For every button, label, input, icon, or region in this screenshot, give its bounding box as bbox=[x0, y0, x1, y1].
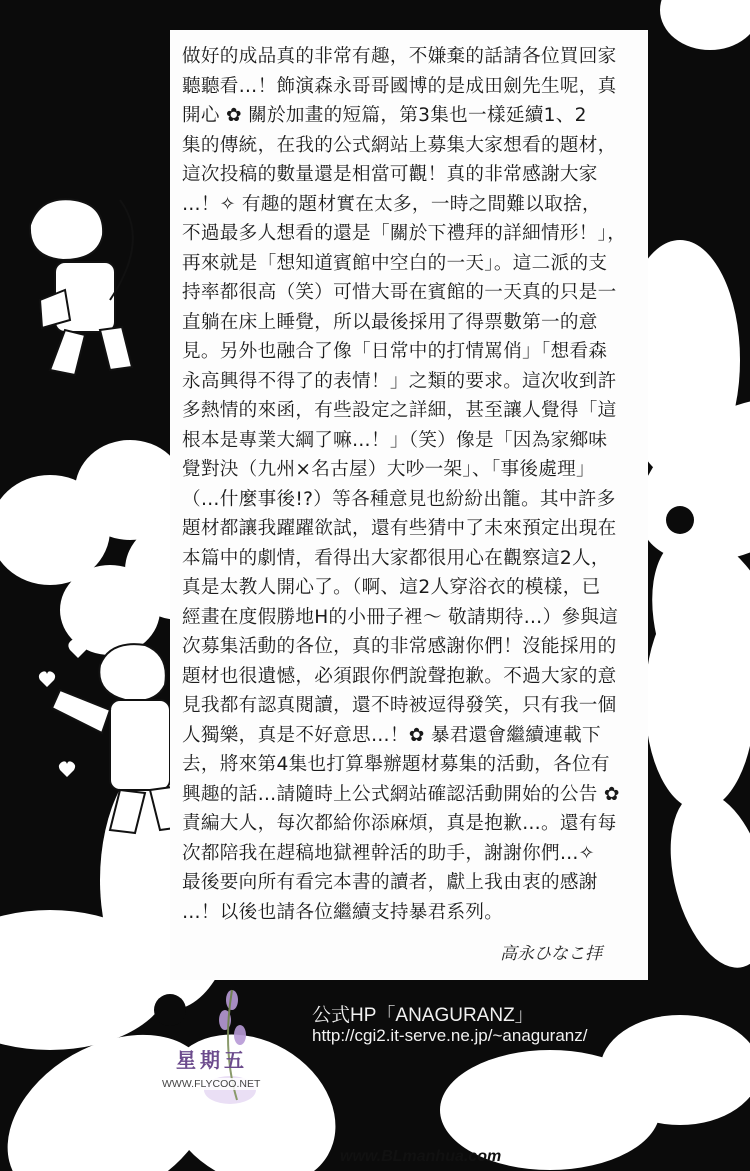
afterword-line: 再來就是「想知道賓館中空白的一天」。這二派的支 bbox=[182, 252, 608, 274]
afterword-line: 題材都讓我躍躍欲試，還有些猜中了未來預定出現在 bbox=[182, 518, 617, 539]
afterword-line: 經畫在度假勝地H的小冊子裡～ 敬請期待…）參與這 bbox=[182, 606, 619, 628]
afterword-line: 聽聽看…！飾演森永哥哥國博的是成田劍先生呢，真 bbox=[182, 75, 617, 97]
afterword-line: 根本是專業大綱了嘛…！」（笑）像是「因為家鄉味 bbox=[182, 429, 608, 451]
author-signature: 高永ひなこ拝 bbox=[500, 944, 602, 964]
afterword-line: （…什麼事後!?）等各種意見也紛紛出籠。其中許多 bbox=[182, 488, 616, 510]
afterword-line: 覺對決（九州×名古屋）大吵一架」、「事後處理」 bbox=[182, 459, 595, 480]
afterword-line: 做好的成品真的非常有趣，不嫌棄的話請各位買回家 bbox=[182, 46, 617, 67]
afterword-line: 題材也很遺憾，必須跟你們說聲抱歉。不過大家的意 bbox=[182, 665, 617, 687]
afterword-line: 本篇中的劇情，看得出大家都很用心在觀察這2人， bbox=[182, 547, 610, 569]
afterword-line: 次都陪我在趕稿地獄裡幹活的助手，謝謝你們…✧ bbox=[182, 842, 595, 864]
afterword-line: …！✧ 有趣的題材實在太多，一時之間難以取捨， bbox=[182, 193, 601, 215]
afterword-line: 見。另外也融合了像「日常中的打情罵俏」「想看森 bbox=[182, 341, 608, 362]
afterword-line: 興趣的話…請隨時上公式網站確認活動開始的公告 ✿ bbox=[182, 783, 620, 805]
afterword-line: 永高興得不得了的表情！」之類的要求。這次收到許 bbox=[182, 370, 617, 392]
afterword-line: 人獨樂，真是不好意思…！✿ 暴君還會繼續連載下 bbox=[182, 724, 601, 746]
afterword-line: 去，將來第4集也打算舉辦題材募集的活動，各位有 bbox=[182, 754, 610, 775]
afterword-line: 開心 ✿ 關於加畫的短篇，第3集也一樣延續1、2 bbox=[182, 105, 587, 126]
homepage-url[interactable]: http://cgi2.it-serve.ne.jp/~anaguranz/ bbox=[312, 1026, 588, 1045]
watermark-site: WWW.FLYCOO.NET bbox=[162, 1078, 261, 1090]
flower-top-right bbox=[660, 0, 750, 50]
afterword-line: 多熱情的來函，有些設定之詳細，甚至讓人覺得「這 bbox=[182, 400, 617, 421]
flower-right-lower bbox=[645, 590, 750, 979]
afterword-line: 責編大人，每次都給你添麻煩，真是抱歉…。還有每 bbox=[182, 813, 617, 834]
afterword-line: 最後要向所有看完本書的讀者，獻上我由衷的感謝 bbox=[182, 872, 598, 893]
afterword-line: 次募集活動的各位，真的非常感謝你們！沒能採用的 bbox=[182, 636, 617, 657]
afterword-line: 真是太教人開心了。（啊、這2人穿浴衣的模樣，已 bbox=[182, 577, 601, 598]
chibi-character-glasses bbox=[30, 199, 133, 375]
afterword-line: 集的傳統，在我的公式網站上募集大家想看的題材， bbox=[182, 134, 617, 156]
afterword-line: 持率都很高（笑）可惜大哥在賓館的一天真的只是一 bbox=[182, 282, 617, 303]
afterword-line: 直躺在床上睡覺，所以最後採用了得票數第一的意 bbox=[182, 311, 598, 333]
afterword-line: 不過最多人想看的還是「關於下禮拜的詳細情形！」， bbox=[182, 223, 627, 244]
footer-watermark-url: www.BLmanhua.com bbox=[340, 1148, 502, 1165]
homepage-label: 公式HP「ANAGURANZ」 bbox=[312, 1005, 534, 1026]
afterword-text bbox=[182, 42, 632, 927]
afterword-line: 見我都有認真閱讀，還不時被逗得發笑，只有我一個 bbox=[182, 695, 617, 716]
chibi-character-waving bbox=[52, 644, 182, 833]
afterword-line: …！以後也請各位繼續支持暴君系列。 bbox=[182, 901, 504, 923]
watermark-logo: 星期五 bbox=[176, 1048, 248, 1072]
afterword-line: 這次投稿的數量還是相當可觀！真的非常感謝大家 bbox=[182, 164, 598, 185]
